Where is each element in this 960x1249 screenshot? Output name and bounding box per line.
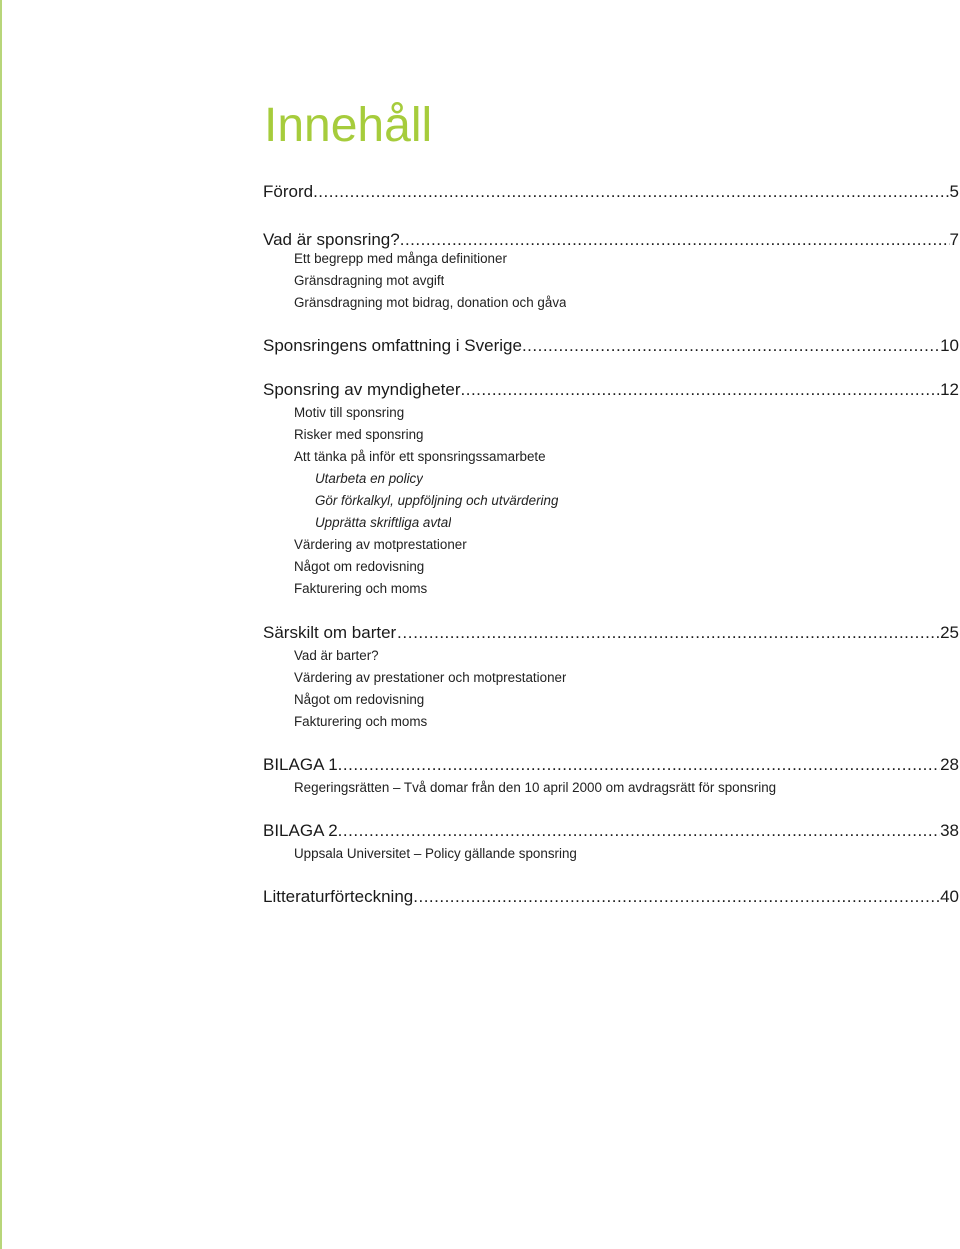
toc-entry-page: 25: [940, 623, 959, 642]
toc-entry-label: Sponsring av myndigheter: [263, 380, 461, 399]
toc-dot-leader: [313, 180, 949, 204]
toc-sub-item[interactable]: Gränsdragning mot bidrag, donation och gåva: [294, 295, 567, 310]
toc-sub-item[interactable]: Värdering av motprestationer: [294, 537, 467, 552]
toc-sub-item[interactable]: Fakturering och moms: [294, 581, 428, 596]
toc-sub-item[interactable]: Värdering av prestationer och motprestationer: [294, 670, 567, 685]
toc-entry-page: 7: [949, 230, 959, 249]
toc-entry-label: Vad är sponsring?: [263, 230, 400, 249]
toc-dot-leader: [461, 378, 941, 402]
toc-dot-leader: [413, 621, 940, 645]
toc-entry-page: 40: [940, 887, 959, 906]
toc-sub-item[interactable]: Ett begrepp med många definitioner: [294, 251, 507, 266]
toc-entry-label: BILAGA 2: [263, 821, 338, 840]
toc-entry-page: 10: [940, 336, 959, 355]
toc-sub-item[interactable]: Risker med sponsring: [294, 427, 424, 442]
toc-entry-bilaga-2[interactable]: [263, 819, 959, 843]
toc-sub-item[interactable]: Något om redovisning: [294, 559, 425, 574]
toc-entry-page: 5: [949, 182, 959, 201]
toc-entry-page: 28: [940, 755, 959, 774]
toc-sub-item[interactable]: Motiv till sponsring: [294, 405, 405, 420]
page-edge-line: [0, 0, 2, 1249]
toc-dot-leader: [338, 753, 940, 777]
toc-sub-item[interactable]: Att tänka på inför ett sponsringssamarbete: [294, 449, 546, 464]
toc-sub-item[interactable]: Fakturering och moms: [294, 714, 428, 729]
toc-sub-item[interactable]: Något om redovisning: [294, 692, 425, 707]
toc-entry-page: 12: [940, 380, 959, 399]
toc-dot-leader: [522, 334, 940, 358]
toc-subsub-item[interactable]: Gör förkalkyl, uppföljning och utvärdering: [315, 493, 559, 508]
toc-entry-litteraturforteckning[interactable]: [263, 885, 959, 909]
toc-dot-leader: [413, 885, 940, 909]
toc-entry-label: BILAGA 1: [263, 755, 338, 774]
toc-entry-label: Särskilt om barter…: [263, 623, 414, 642]
toc-entry-sponsringens-omfattning[interactable]: [263, 334, 959, 358]
toc-subsub-item[interactable]: Utarbeta en policy: [315, 471, 423, 486]
toc-entry-bilaga-1[interactable]: [263, 753, 959, 777]
toc-sub-item[interactable]: Vad är barter?: [294, 648, 379, 663]
toc-entry-label: Förord: [263, 182, 314, 201]
toc-entry-label: Sponsringens omfattning i Sverige: [263, 336, 522, 355]
toc-dot-leader: [338, 819, 940, 843]
toc-entry-sponsring-av-myndigheter[interactable]: [263, 378, 959, 402]
toc-entry-page: 38: [940, 821, 959, 840]
toc-subsub-item[interactable]: Upprätta skriftliga avtal: [315, 515, 452, 530]
toc-entry-sarskilt-om-barter[interactable]: [263, 621, 959, 645]
toc-sub-item[interactable]: Uppsala Universitet – Policy gällande sponsring: [294, 846, 577, 861]
toc-sub-item[interactable]: Gränsdragning mot avgift: [294, 273, 445, 288]
page-title: Innehåll: [264, 99, 433, 152]
toc-entry-label: Litteraturförteckning: [263, 887, 414, 906]
toc-sub-item[interactable]: Regeringsrätten – Två domar från den 10 april 2000 om avdragsrätt för sponsring: [294, 780, 777, 795]
toc-entry-forord[interactable]: [263, 180, 959, 204]
